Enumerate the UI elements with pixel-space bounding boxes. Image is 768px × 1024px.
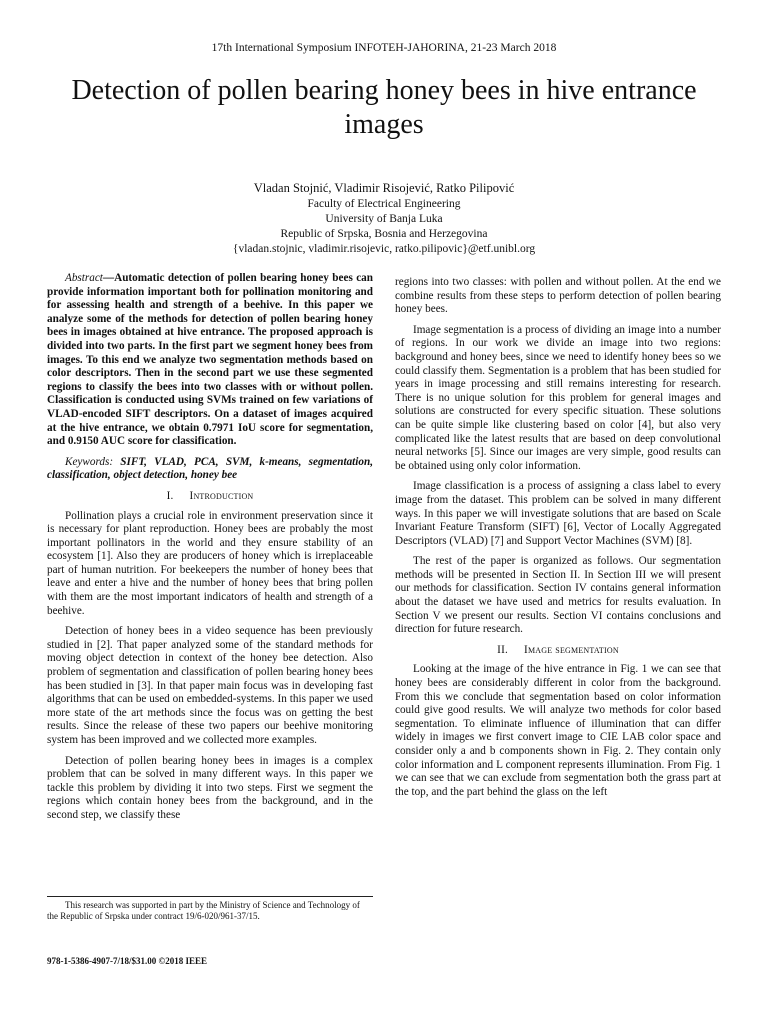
abstract xyxy=(47,272,373,449)
author-emails: {vladan.stojnic, vladimir.risojevic, ratko.pilipovic}@etf.unibl.org xyxy=(232,243,536,255)
section-number: II. xyxy=(497,643,509,656)
affiliation-block xyxy=(0,197,768,257)
body-paragraph: Image segmentation is a process of dividing an image into a number of regions. In our work we divide an image into two regions: background and honey bees, since we need to identify honey bees so we could classify them. Segmentation is a problem that has been studied for years in image processing and still remains interesting for research. There is no unique solution for this problem for general images and solutions are constructed for every specific situation. These solutions can be quite simple like clustering based on color [4], but also very complicated like the latest results that are based on deep convolutional neural networks [5]. Since our images are very simple, good results can be obtained using only color information. xyxy=(395,323,721,472)
paper-title: Detection of pollen bearing honey bees in hive entrance images xyxy=(71,75,697,140)
body-paragraph: Pollination plays a crucial role in environment preservation since it is necessary for plant reproduction. Honey bees are probably the most important pollinators in the world and they ensure stability of an ecosystem [1]. Also they are producers of honey which is irreplaceable part of human nutrition. For beekeepers the number of honey bees that leave and enter a hive and the number of honey bees that bring pollen with them are the most important indicators of health and strength of a beehive. xyxy=(47,509,373,617)
affiliation-line: Faculty of Electrical Engineering xyxy=(307,198,461,210)
conference-header: 17th International Symposium INFOTEH-JAHORINA, 21-23 March 2018 xyxy=(211,42,557,54)
keywords-label: Keywords: xyxy=(65,455,121,468)
right-column xyxy=(395,276,721,806)
abstract-text: —Automatic detection of pollen bearing honey bees can provide information important both for pollination monitoring and for assessing health and strength of a beehive. In this paper we analyze some of the methods for detection of pollen bearing honey bees in images obtained at hive entrance. The proposed approach is divided into two parts. In the first part we segment honey bees from images. To this end we analyze two segmentation methods based on color descriptors. Then in the second part we use these segmented regions to classify the bees into two classes with or without pollen. Classification is conducted using SVMs trained on few variations of VLAD-encoded SIFT descriptors. On a dataset of images acquired at the hive entrance, we obtain 0.7971 IoU score for segmentation, and 0.9150 AUC score for classification. xyxy=(47,272,373,448)
affiliation-line: Republic of Srpska, Bosnia and Herzegovina xyxy=(280,228,488,240)
body-paragraph: Image classification is a process of assigning a class label to every image from the dataset. This problem can be solved in many different ways. In this paper we will investigate solutions that are based on Scale Invariant Feature Transform (SIFT) [6], Vector of Locally Aggregated Descriptors (VLAD) [7] and Support Vector Machines (SVM) [8]. xyxy=(395,480,721,547)
section-number: I. xyxy=(166,489,174,502)
footnote-divider xyxy=(47,896,373,897)
copyright-line: 978-1-5386-4907-7/18/$31.00 ©2018 IEEE xyxy=(47,956,207,966)
left-column xyxy=(47,272,373,830)
keywords-text: SIFT, VLAD, PCA, SVM, k-means, segmentation, classification, object detection, honey bee xyxy=(47,455,373,482)
section-title: Image segmentation xyxy=(524,643,619,656)
funding-footnote: This research was supported in part by the Ministry of Science and Technology of the Republic of Srpska under contract 19/6-020/961-37/15. xyxy=(47,900,360,921)
body-paragraph: Looking at the image of the hive entrance in Fig. 1 we can see that honey bees are considerably different in color from the background. From this we conclude that segmentation based on color information could give good results. We will analyze two methods for color based segmentation. To eliminate influence of illumination that can differ widely in images we first convert image to CIE LAB color space and consider only a and b components shown in Fig. 2. They contain only color information and L component represents illumination. From Fig. 1 we can see that we can exclude from segmentation both the grass part at the top, and the part behind the glass on the left xyxy=(395,663,721,798)
section-title: Introduction xyxy=(189,489,254,502)
keywords xyxy=(47,456,373,483)
section-heading-image-segmentation xyxy=(395,644,721,658)
body-paragraph: Detection of honey bees in a video sequence has been previously studied in [2]. That paper analyzed some of the standard methods for moving object detection in context of the honey bee detection. Also problem of segmentation and classification of pollen bearing honey bees has been studied in [3]. In that paper main focus was in developing fast algorithms that can be used on embedded-systems. In this paper we used more state of the art methods since the focus was on getting the best results. Since the release of these two papers our beehive monitoring system has been improved and we collected more examples. xyxy=(47,625,373,746)
abstract-label: Abstract xyxy=(65,272,103,284)
body-paragraph: regions into two classes: with pollen and without pollen. At the end we combine results from these steps to perform detection of pollen bearing honey bees. xyxy=(395,276,721,316)
body-paragraph: Detection of pollen bearing honey bees in images is a complex problem that can be solved in many different ways. In this paper we tackle this problem by dividing it into two steps. First we segment the regions which contain honey bees from the background, and in the second step, we classify these xyxy=(47,754,373,821)
author-list: Vladan Stojnić, Vladimir Risojević, Ratko Pilipović xyxy=(253,181,515,195)
affiliation-line: University of Banja Luka xyxy=(325,213,443,225)
body-paragraph: The rest of the paper is organized as follows. Our segmentation methods will be presented in Section II. In Section III we will present our methods for classification. Section IV contains general information about the dataset we have used and metrics for results evaluation. In Section V we present our results. Section VI contains conclusions and direction for future research. xyxy=(395,555,721,636)
section-heading-introduction xyxy=(47,490,373,504)
